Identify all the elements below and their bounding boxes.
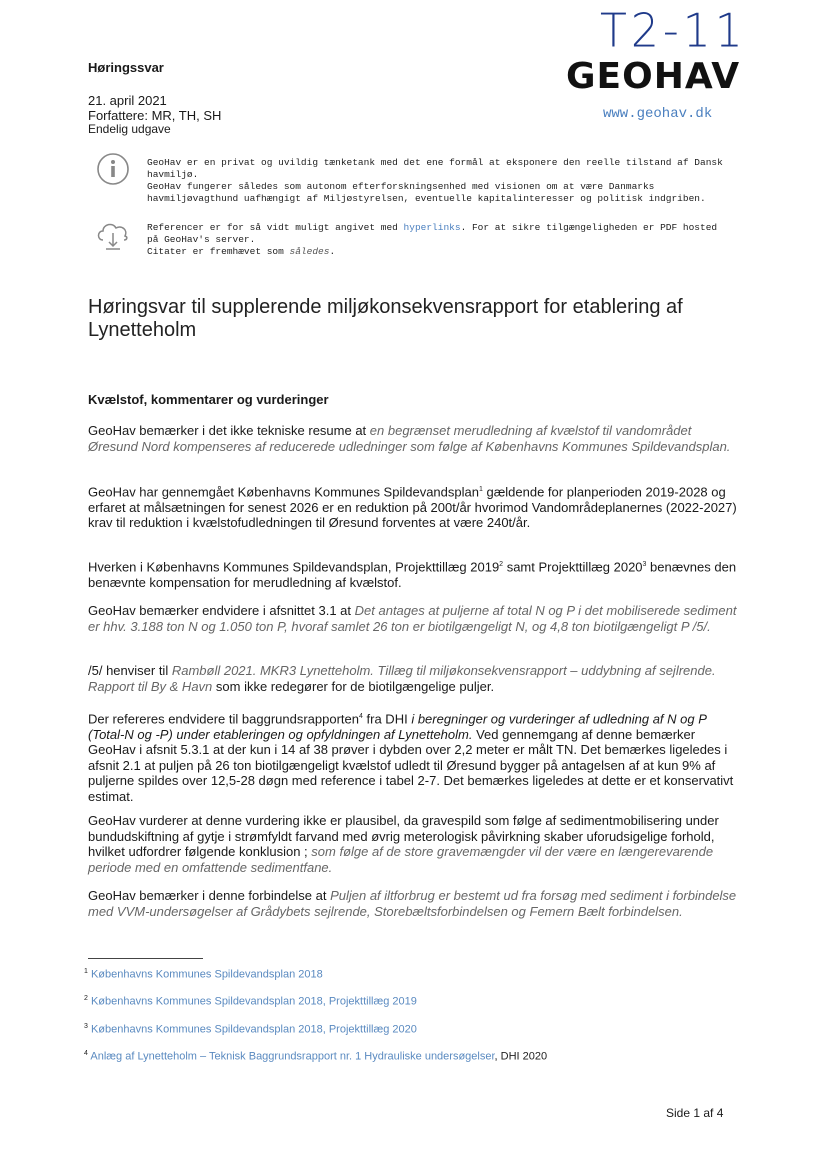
footnote-2 xyxy=(84,995,417,1008)
p5-quote: Rambøll 2021. MKR3 Lynetteholm. Tillæg til miljøkonsekvensrapport – uddybning af sejlrende. Rapport til By & Havn xyxy=(88,663,716,694)
info-line-3: GeoHav fungerer således som autonom efterforskningsenhed med visionen om at være Danmarks xyxy=(147,181,655,192)
section-heading: Kvælstof, kommentarer og vurderinger xyxy=(88,392,329,407)
paragraph-8 xyxy=(88,888,738,919)
footnote-3 xyxy=(84,1023,417,1036)
p7-quote: som følge af de store gravemængder vil der være en længerevarende periode med en omfattende sedimentfane. xyxy=(88,844,714,875)
paragraph-2 xyxy=(88,482,738,531)
footnote-2-link[interactable]: Københavns Kommunes Spildevandsplan 2018, Projekttillæg 2019 xyxy=(90,995,417,1008)
handwritten-stamp: T2-11 xyxy=(600,4,747,59)
footnote-2-num: 2 xyxy=(84,995,88,1002)
p3-text-a: Hverken i Københavns Kommunes Spildevandsplan, Projekttillæg 2019 xyxy=(88,559,500,575)
ref-line-3-b: . xyxy=(329,246,336,257)
p1-quote: en begrænset merudledning af kvælstof til vandområdet Øresund Nord kompenseres af reducerede udledninger som følge af Københavns Kommunes Spildevandsplan. xyxy=(88,423,731,454)
footnote-1-link[interactable]: Københavns Kommunes Spildevandsplan 2018 xyxy=(90,968,323,981)
ref-line-3-a: Citater er fremhævet som xyxy=(147,246,284,257)
p4-text: GeoHav bemærker endvidere i afsnittet 3.1 at xyxy=(88,603,355,618)
p3-text-c: benævnes den benævnte kompensation for merudledning af kvælstof. xyxy=(88,559,737,590)
ref-text xyxy=(147,222,747,258)
p1-text: GeoHav bemærker i det ikke tekniske resume at xyxy=(88,423,370,438)
ref-line-1-b: . For at sikre tilgængeligheden er PDF hosted xyxy=(460,222,718,233)
ref-line-1 xyxy=(147,222,747,234)
hyperlinks-link[interactable]: hyperlinks xyxy=(403,222,461,233)
footnote-divider xyxy=(88,958,203,959)
paragraph-1 xyxy=(88,423,738,454)
footnote-4-link[interactable]: Anlæg af Lynetteholm – Teknisk Baggrundsrapport nr. 1 Hydrauliske undersøgelser xyxy=(90,1050,495,1063)
p3-text-b: samt Projekttillæg 2020 xyxy=(503,559,643,575)
footnote-4-num: 4 xyxy=(84,1050,88,1057)
page-title: Høringsvar til supplerende miljøkonsekvensrapport for etablering af Lynetteholm xyxy=(88,296,683,341)
p8-quote: Puljen af iltforbrug er bestemt ud fra forsøg med sediment i forbindelse med VVM-undersøgelser af Grådybets sejlrende, Storebæltsforbindelsen og Femern Bælt forbindelsen. xyxy=(88,888,737,919)
p6-quote: i beregninger og vurderinger af udledning af N og P (Total-N og -P) under etableringen og opfyldningen af Lynetteholm. xyxy=(88,711,707,742)
paragraph-3 xyxy=(88,557,738,590)
footnote-3-link[interactable]: Københavns Kommunes Spildevandsplan 2018, Projekttillæg 2020 xyxy=(90,1023,417,1036)
p6-text-b: fra DHI xyxy=(362,711,412,727)
paragraph-5 xyxy=(88,663,738,694)
footnote-ref-3[interactable]: 3 xyxy=(642,561,647,568)
footnote-1-num: 1 xyxy=(84,968,88,975)
footnote-1 xyxy=(84,968,323,981)
p8-text: GeoHav bemærker i denne forbindelse at xyxy=(88,888,331,903)
p6-text-c: Ved gennemgang af denne bemærker GeoHav i afsnit 5.3.1 at der kun i 14 af 38 prøver i dybden over 2,2 meter er målt TN. Det bemærkes ligeledes i afsnit 2.1 at puljen på 26 ton biotilgængeligt kvælstof udledt til Øresund bygger på antagelsen af at kun 9% af puljerne spildes over 12,5-28 døgn med reference i tabel 2-7. Det bemærkes ligeledes at dette er et konservativt estimat. xyxy=(88,726,734,804)
info-icon xyxy=(96,152,130,186)
paragraph-4 xyxy=(88,603,738,634)
footnote-ref-2[interactable]: 2 xyxy=(499,561,504,568)
page-number: Side 1 af 4 xyxy=(666,1106,724,1120)
doc-authors: Forfattere: MR, TH, SH xyxy=(88,108,222,123)
footnote-4 xyxy=(84,1050,547,1063)
ref-line-2: på GeoHav's server. xyxy=(147,234,256,245)
footnote-ref-4[interactable]: 4 xyxy=(359,713,363,720)
p6-text-a: Der refereres endvidere til baggrundsrapporten xyxy=(88,711,359,727)
p5-text-a: /5/ henviser til xyxy=(88,663,172,678)
info-line-1: GeoHav er en privat og uvildig tænketank med det ene formål at eksponere den reelle tilstand af Dansk xyxy=(147,157,723,168)
doc-type: Høringssvar xyxy=(88,60,164,75)
cloud-download-icon xyxy=(94,218,132,252)
info-text xyxy=(147,157,747,205)
p5-text-b: som ikke redegører for de biotilgængelige puljer. xyxy=(212,678,495,694)
p7-text: GeoHav vurderer at denne vurdering ikke er plausibel, da gravespild som følge af sedimentmobilisering under bundudskiftning af gytje i strømfyldt farvand med øvrig meterologisk påvirkning skaber uforudsigelige forhold, hvilket udfordrer følgende konklusion ; xyxy=(88,813,719,859)
p2-text-a: GeoHav har gennemgået Københavns Kommunes Spildevandsplan xyxy=(88,484,479,500)
ref-line-3 xyxy=(147,246,747,258)
info-line-4: havmiljøvagthund uafhængigt af Miljøstyrelsen, eventuelle kapitalinteresser og politisk indgriben. xyxy=(147,193,706,204)
ref-example: således xyxy=(289,246,330,257)
ref-line-1-a: Referencer er for så vidt muligt angivet med xyxy=(147,222,398,233)
geohav-url[interactable]: www.geohav.dk xyxy=(603,106,713,122)
footnote-3-num: 3 xyxy=(84,1023,88,1030)
paragraph-6 xyxy=(88,709,738,804)
paragraph-7 xyxy=(88,813,738,875)
info-line-2: havmiljø. xyxy=(147,169,199,180)
footnote-ref-1[interactable]: 1 xyxy=(478,486,483,493)
p4-quote: Det antages at puljerne af total N og P i det mobiliserede sediment er hhv. 3.188 ton N og 1.050 ton P, hvoraf samlet 26 ton er biotilgængeligt N, og 4,8 ton biotilgængeligt P /5/. xyxy=(88,603,737,634)
doc-date: 21. april 2021 xyxy=(88,93,167,108)
p2-text-b: gældende for planperioden 2019-2028 og erfaret at målsætningen for senest 2026 er en reduktion på 200t/år hvorimod Vandområdeplanernes (2022-2027) krav til reduktion i kvælstofudledningen til Øresund forventes at være 240t/år. xyxy=(88,484,737,531)
doc-version: Endelig udgave xyxy=(88,122,171,136)
footnote-4-suffix: , DHI 2020 xyxy=(494,1050,548,1063)
geohav-logo: GEOHAV xyxy=(566,56,741,97)
